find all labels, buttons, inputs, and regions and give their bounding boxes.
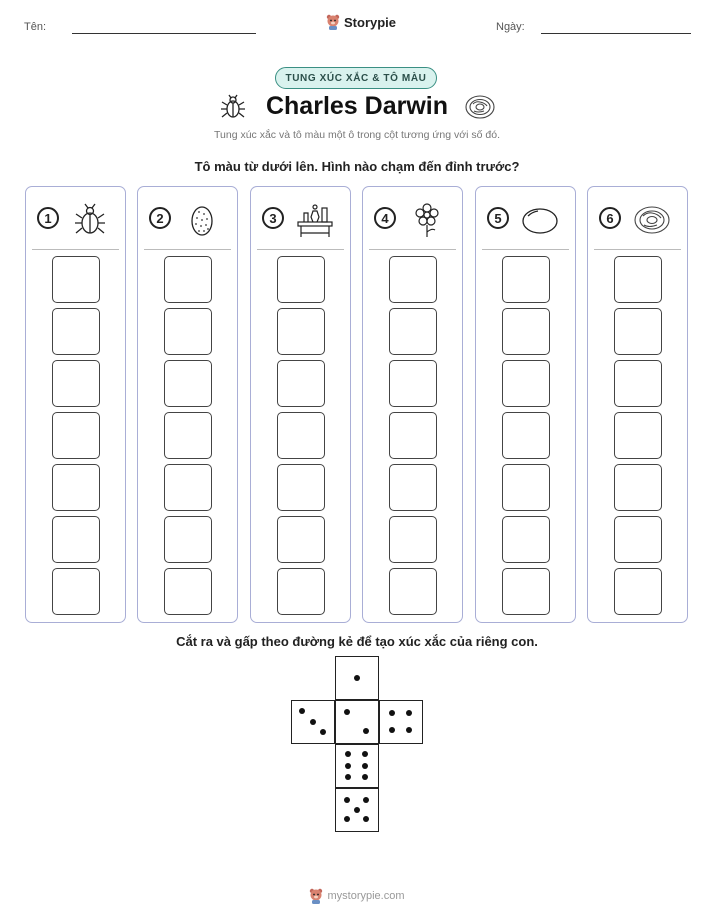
page-subtitle: Tung xúc xắc và tô màu một ô trong cột tương ứng với số đó. xyxy=(214,129,500,141)
column-divider xyxy=(32,249,119,250)
fossil-icon xyxy=(632,202,672,238)
color-cell[interactable] xyxy=(52,360,100,407)
color-cell[interactable] xyxy=(164,568,212,615)
dice-face-4 xyxy=(379,700,423,744)
color-cell[interactable] xyxy=(502,412,550,459)
dice-pip xyxy=(344,816,350,822)
fossil-icon xyxy=(464,94,496,120)
column-number: 2 xyxy=(149,207,171,229)
bear-logo-icon xyxy=(326,14,340,30)
dice-pip xyxy=(344,797,350,803)
beetle-icon xyxy=(70,202,110,238)
column-number: 4 xyxy=(374,207,396,229)
color-cell[interactable] xyxy=(164,412,212,459)
dice-pip xyxy=(406,710,412,716)
color-cell[interactable] xyxy=(614,360,662,407)
color-cell[interactable] xyxy=(614,256,662,303)
color-cell[interactable] xyxy=(277,256,325,303)
footer xyxy=(0,888,714,904)
column-3 xyxy=(250,186,351,623)
bear-logo-icon xyxy=(309,888,323,904)
color-cell[interactable] xyxy=(164,464,212,511)
column-divider xyxy=(257,249,344,250)
pebble-icon xyxy=(520,202,560,238)
date-line[interactable] xyxy=(541,33,691,34)
title-text: Charles Darwin xyxy=(265,92,448,120)
column-divider xyxy=(482,249,569,250)
dice-face-1 xyxy=(335,656,379,700)
lab-table-icon xyxy=(295,202,335,238)
dice-pip xyxy=(363,797,369,803)
column-number: 6 xyxy=(599,207,621,229)
dice-face-2 xyxy=(335,700,379,744)
dice-face-3 xyxy=(291,700,335,744)
color-cell[interactable] xyxy=(164,308,212,355)
dice-pip xyxy=(362,774,368,780)
column-4 xyxy=(362,186,463,623)
dice-pip xyxy=(320,729,326,735)
color-cell[interactable] xyxy=(502,256,550,303)
color-cell[interactable] xyxy=(164,256,212,303)
color-cell[interactable] xyxy=(614,464,662,511)
color-cell[interactable] xyxy=(52,568,100,615)
color-cell[interactable] xyxy=(389,412,437,459)
column-divider xyxy=(144,249,231,250)
color-cell[interactable] xyxy=(277,360,325,407)
color-cell[interactable] xyxy=(502,516,550,563)
dice-pip xyxy=(406,727,412,733)
dice-pip xyxy=(345,763,351,769)
color-cell[interactable] xyxy=(614,516,662,563)
color-cell[interactable] xyxy=(277,568,325,615)
name-line[interactable] xyxy=(72,33,256,34)
color-cell[interactable] xyxy=(502,568,550,615)
dice-pip xyxy=(354,807,360,813)
dice-pip xyxy=(363,816,369,822)
color-cell[interactable] xyxy=(52,308,100,355)
color-cell[interactable] xyxy=(164,360,212,407)
name-label: Tên: xyxy=(24,21,47,33)
beetle-icon xyxy=(219,94,247,120)
color-cell[interactable] xyxy=(614,308,662,355)
egg-icon xyxy=(182,202,222,238)
page-title xyxy=(0,92,714,121)
column-number: 3 xyxy=(262,207,284,229)
color-cell[interactable] xyxy=(502,308,550,355)
color-cell[interactable] xyxy=(52,412,100,459)
dice-face-6 xyxy=(335,744,379,788)
color-cell[interactable] xyxy=(52,464,100,511)
brand-name: Storypie xyxy=(344,14,397,30)
dice-pip xyxy=(362,763,368,769)
dice-pip xyxy=(345,751,351,757)
column-number: 5 xyxy=(487,207,509,229)
dice-face-5 xyxy=(335,788,379,832)
color-cell[interactable] xyxy=(502,360,550,407)
dice-pip xyxy=(310,719,316,725)
color-cell[interactable] xyxy=(614,412,662,459)
dice-pip xyxy=(344,709,350,715)
dice-pip xyxy=(389,727,395,733)
date-label: Ngày: xyxy=(496,21,525,33)
dice-pip xyxy=(363,728,369,734)
color-cell[interactable] xyxy=(389,464,437,511)
color-cell[interactable] xyxy=(277,308,325,355)
dice-pip xyxy=(362,751,368,757)
column-number: 1 xyxy=(37,207,59,229)
instruction-top: Tô màu từ dưới lên. Hình nào chạm đến đỉnh trước? xyxy=(194,159,520,174)
color-cell[interactable] xyxy=(277,516,325,563)
dice-pip xyxy=(389,710,395,716)
dice-pip xyxy=(299,708,305,714)
color-cell[interactable] xyxy=(502,464,550,511)
brand-logo xyxy=(326,14,396,30)
instruction-bottom: Cắt ra và gấp theo đường kẻ để tạo xúc xắc của riêng con. xyxy=(176,634,538,649)
dice-pip xyxy=(354,675,360,681)
column-divider xyxy=(594,249,681,250)
color-cell[interactable] xyxy=(52,516,100,563)
color-cell[interactable] xyxy=(389,568,437,615)
activity-badge: TUNG XÚC XẮC & TÔ MÀU xyxy=(275,67,437,89)
dice-pip xyxy=(345,774,351,780)
flower-icon xyxy=(407,202,447,238)
color-cell[interactable] xyxy=(389,516,437,563)
footer-url[interactable]: mystorypie.com xyxy=(327,890,405,902)
column-2 xyxy=(137,186,238,623)
color-cell[interactable] xyxy=(277,412,325,459)
color-cell[interactable] xyxy=(277,464,325,511)
color-cell[interactable] xyxy=(614,568,662,615)
column-1 xyxy=(25,186,126,623)
column-5 xyxy=(475,186,576,623)
column-divider xyxy=(369,249,456,250)
color-cell[interactable] xyxy=(389,308,437,355)
color-cell[interactable] xyxy=(389,360,437,407)
color-cell[interactable] xyxy=(164,516,212,563)
color-cell[interactable] xyxy=(389,256,437,303)
color-cell[interactable] xyxy=(52,256,100,303)
column-6 xyxy=(587,186,688,623)
